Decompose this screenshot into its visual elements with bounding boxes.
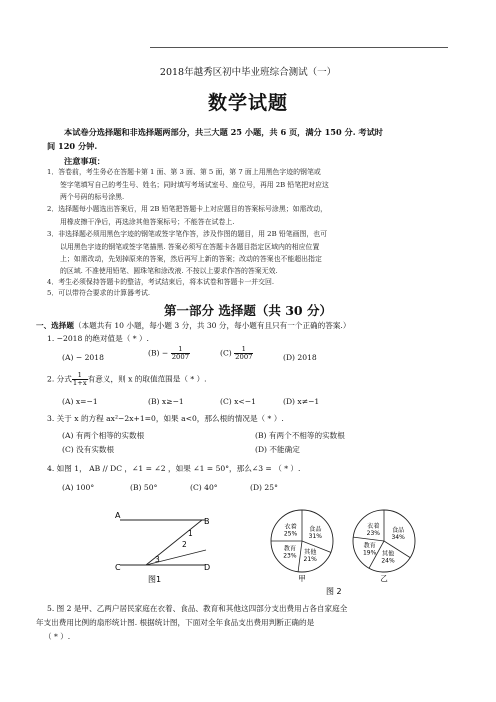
figure-1-diagram: [110, 500, 220, 585]
q2-suffix: 有意义，则 x 的取值范围是（ * ）.: [87, 374, 207, 384]
label-b: B: [204, 517, 210, 526]
q1-option-b: [148, 346, 190, 361]
pie-slice-label: 教育: [363, 542, 376, 550]
note-line: 3．非选择题必须用黑色字迹的钢笔或签字笔作答，涉及作图的题目，用 2B 铅笔画图，也可: [47, 230, 328, 238]
label-c: C: [115, 563, 121, 572]
note-line: 用橡皮擦干净后，再选涂其他答案标号；不能答在试卷上.: [60, 218, 235, 226]
q2-option-b: (B) x≥−1: [148, 397, 184, 406]
header-rule: [150, 47, 448, 48]
note-line: 2．选择题每小题选出答案后，用 2B 铅笔把答题卡上对应题目的答案标号涂黑；如需改动，: [47, 205, 328, 213]
q2-prefix: 2. 分式: [47, 374, 72, 384]
exam-title: 数学试题: [207, 92, 288, 114]
q1-option-a: (A) − 2018: [62, 353, 104, 362]
fraction-denominator: 1+x: [72, 379, 87, 387]
q4-option-a: (A) 100°: [62, 483, 95, 492]
pie-slice-label: 食品: [391, 527, 405, 535]
q3-option-b: (B) 有两个不相等的实数根: [255, 431, 345, 440]
exam-subtitle: 2018年越秀区初中毕业班综合测试（一）: [159, 67, 337, 78]
pie-slice-percent: 34%: [391, 534, 405, 542]
label-a: A: [115, 511, 121, 520]
section-heading-bold: 一、选择题: [36, 321, 74, 330]
intro-line-2: 间 120 分钟.: [47, 141, 98, 151]
fraction-denominator: 2007: [235, 353, 253, 361]
q2-option-c: (C) x<−1: [220, 397, 256, 406]
fraction-denominator: 2007: [171, 353, 190, 361]
q2-option-a: (A) x=−1: [62, 397, 98, 406]
q3-stem: 3. 关于 x 的方程 ax²−2x+1=0，如果 a<0，那么根的情况是（ * ）.: [47, 414, 284, 423]
pie-slice-percent: 24%: [381, 557, 395, 565]
pie-slice-percent: 23%: [366, 529, 381, 537]
notes-title: 注意事项：: [64, 156, 105, 166]
q2-fraction: [72, 372, 88, 387]
note-line: 两个号码的标号涂黑.: [60, 193, 125, 201]
q2-option-d: (D) x≠−1: [283, 397, 320, 406]
figure-2-pies: [262, 505, 422, 595]
q1-option-d: (D) 2018: [283, 353, 317, 362]
pie-slice-label: 其他: [381, 550, 395, 558]
pie-slice-label: 教育: [283, 545, 297, 553]
q1-option-c-prefix: (C): [220, 348, 232, 358]
fraction-numerator: 1: [234, 346, 253, 354]
pie-chart-jia: [271, 510, 333, 583]
figure-2-caption: 图 2: [326, 587, 342, 595]
note-line: 5．可以带符合要求的计算器考试.: [47, 289, 151, 297]
pie-slice-percent: 21%: [303, 555, 317, 563]
note-line: 的区域. 不准使用铅笔、圆珠笔和涂改液. 不按以上要求作答的答案无效.: [60, 267, 278, 275]
note-line: 以用黑色字迹的钢笔或签字笔描黑. 答案必须写在答题卡各题目指定区域内的相应位置: [60, 243, 320, 251]
pie-name-jia: 甲: [298, 574, 306, 583]
q4-option-b: (B) 50°: [130, 483, 158, 492]
section-heading: [36, 320, 350, 331]
angle-label-2: 2: [182, 540, 187, 549]
pie-slice-percent: 23%: [283, 552, 297, 560]
q3-option-d: (D) 不能确定: [255, 445, 300, 454]
angle-label-1: 1: [188, 529, 193, 538]
q1-option-b-prefix: (B) −: [148, 348, 169, 358]
pie-slice-label: 食品: [309, 525, 322, 533]
intro-line-1: 本试卷分选择题和非选择题两部分，共三大题 25 小题，共 6 页，满分 150 分. 考试时: [64, 127, 383, 137]
q3-option-c: (C) 没有实数根: [62, 445, 115, 454]
pie-name-yi: 乙: [380, 574, 388, 583]
pie-slice-percent: 25%: [283, 530, 298, 538]
note-line: 4．考生必须保持答题卡的整洁，考试结束后，将本试卷和答题卡一并交回.: [47, 278, 275, 286]
pie-slice-label: 其他: [304, 548, 317, 556]
pie-slice-label: 衣着: [367, 522, 380, 530]
pie-slice-label: 衣着: [284, 523, 297, 531]
pie-slice-percent: 19%: [362, 549, 377, 557]
section-title: 第一部分 选择题（共 30 分）: [164, 303, 332, 318]
q4-option-c: (C) 40°: [190, 483, 218, 492]
q5-line-1: 5. 图 2 是甲、乙两户居民家庭在衣着、食品、教育和其他这四部分支出费用占各自家庭全: [47, 604, 348, 613]
section-heading-rest: （本题共有 10 小题，每小题 3 分，共 30 分，每小题有且只有一个正确的答案.）: [73, 321, 351, 330]
q1-option-b-fraction: [171, 346, 190, 361]
q5-line-2: 年支出费用比例的扇形统计图. 根据统计图，下面对全年食品支出费用判断正确的是: [36, 618, 315, 627]
q4-option-d: (D) 25°: [250, 483, 278, 492]
figure-1-caption: 图1: [148, 575, 162, 584]
label-d: D: [204, 563, 211, 572]
angle-label-3: 3: [155, 555, 160, 564]
note-line: 1．答卷前，考生务必在答题卡第 1 面、第 3 面、第 5 面，第 7 面上用黑色字迹的钢笔或: [47, 168, 321, 176]
q2-stem: [47, 372, 207, 387]
fraction-numerator: 1: [171, 346, 190, 354]
q3-option-a: (A) 有两个相等的实数根: [62, 431, 145, 440]
pie-slice-percent: 31%: [308, 532, 323, 540]
q1-stem: 1. −2018 的绝对值是（ * ）.: [47, 334, 149, 343]
q5-line-3: （ * ）.: [44, 632, 71, 641]
q1-option-c-fraction: [234, 346, 253, 361]
pie-chart-yi: [353, 510, 415, 583]
fraction-numerator: 1: [72, 372, 88, 380]
note-line: 上；如需改动，先划掉原来的答案，然后再写上新的答案；改动的答案也不能超出指定: [60, 255, 322, 263]
q4-stem: 4. 如图 1， AB // DC ，∠1 = ∠2 ，如果 ∠1 = 50°，那么∠3 = （ * ）.: [47, 464, 301, 473]
note-line: 签字笔填写自己的考生号、姓名；同时填写考场试室号、座位号，再用 2B 铅笔把对应这: [60, 181, 329, 189]
q1-option-c: [220, 346, 253, 361]
